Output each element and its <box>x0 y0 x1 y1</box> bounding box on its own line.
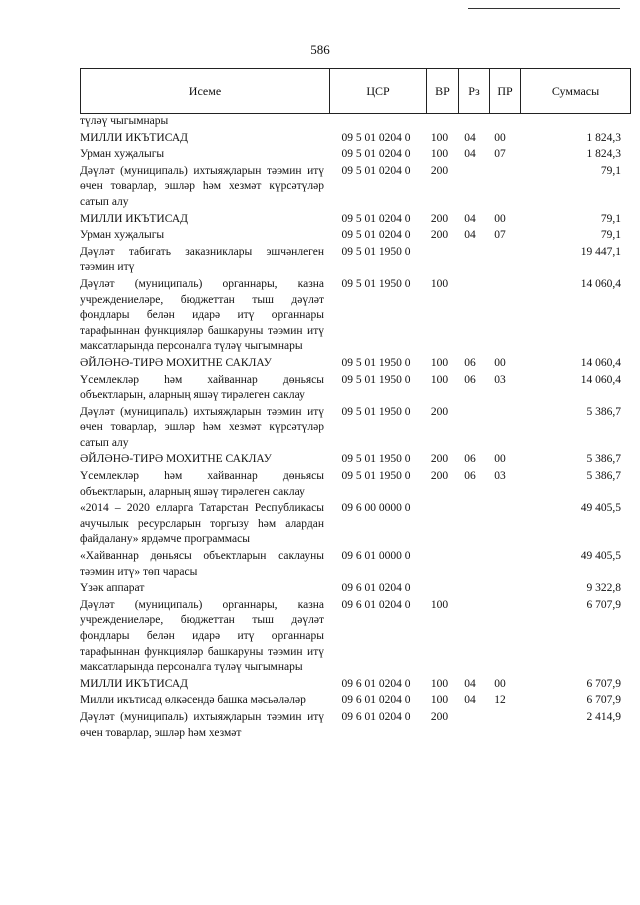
table-row <box>80 228 624 244</box>
row-csr: 09 5 01 0204 0 <box>341 164 411 177</box>
table-row <box>80 131 624 147</box>
row-csr: 09 5 01 1950 0 <box>341 470 411 483</box>
row-vr: 100 <box>430 373 449 386</box>
row-pr: 00 <box>494 453 506 466</box>
row-vr: 100 <box>430 131 449 144</box>
row-rz: 06 <box>464 453 476 466</box>
row-name: ӘЙЛӘНӘ-ТИРӘ МОХИТНЕ САКЛАУ <box>80 356 272 369</box>
row-name: МИЛЛИ ИКЪТИСАД <box>80 131 188 144</box>
row-sum: 6 707,9 <box>586 694 621 707</box>
row-vr: 100 <box>430 356 449 369</box>
row-vr: 200 <box>430 470 449 483</box>
row-name: Дәүләт (муниципаль) ихтыяҗларын тәэмин итү өчен товарлар, эшләр һәм хезмәт күрсәтүләр сатып алу <box>80 164 324 208</box>
row-csr: 09 5 01 0204 0 <box>341 131 411 144</box>
row-name: Дәүләт (муниципаль) ихтыяҗларын тәэмин итү өчен товарлар, эшләр һәм хезмәт <box>80 710 324 739</box>
row-csr: 09 5 01 1950 0 <box>341 453 411 466</box>
row-sum: 14 060,4 <box>580 373 621 386</box>
row-vr: 100 <box>430 277 449 290</box>
row-rz: 06 <box>464 373 476 386</box>
row-name: Дәүләт (муниципаль) ихтыяҗларын тәэмин итү өчен товарлар, эшләр һәм хезмәт күрсәтүләр сатып алу <box>80 405 324 449</box>
header-sum: Суммасы <box>521 69 631 114</box>
table-row <box>80 549 624 580</box>
row-sum: 49 405,5 <box>580 550 621 563</box>
row-pr: 00 <box>494 356 506 369</box>
header-vr: ВР <box>427 69 459 114</box>
row-pr: 00 <box>494 677 506 690</box>
row-rz: 06 <box>464 356 476 369</box>
row-csr: 09 6 01 0204 0 <box>341 582 411 595</box>
row-rz: 04 <box>464 131 476 144</box>
header-rz: Рз <box>459 69 490 114</box>
row-sum: 1 824,3 <box>586 148 621 161</box>
header-pr: ПР <box>490 69 521 114</box>
row-sum: 79,1 <box>600 164 621 177</box>
row-csr: 09 6 00 0000 0 <box>341 502 411 515</box>
row-name: ӘЙЛӘНӘ-ТИРӘ МОХИТНЕ САКЛАУ <box>80 453 272 466</box>
table-row <box>80 356 624 372</box>
table-row <box>80 405 624 452</box>
table-header <box>80 68 631 114</box>
table-row <box>80 677 624 693</box>
row-vr: 200 <box>430 453 449 466</box>
row-csr: 09 5 01 1950 0 <box>341 405 411 418</box>
row-sum: 5 386,7 <box>586 405 621 418</box>
row-pr: 07 <box>494 229 506 242</box>
row-csr: 09 5 01 1950 0 <box>341 245 411 258</box>
row-vr: 200 <box>430 710 449 723</box>
row-name: Үсемлекләр һәм хайваннар дөньясы объектларын, аларның яшәү тирәлеген саклау <box>80 373 324 402</box>
row-name: Үсемлекләр һәм хайваннар дөньясы объектларын, аларның яшәү тирәлеген саклау <box>80 470 324 498</box>
row-vr: 100 <box>430 677 449 690</box>
row-csr: 09 6 01 0204 0 <box>341 710 411 723</box>
row-vr: 200 <box>430 229 449 242</box>
table-row <box>80 277 624 355</box>
table-row <box>80 469 624 500</box>
row-pr: 00 <box>494 212 506 225</box>
table-row <box>80 501 624 548</box>
table-row <box>80 452 624 468</box>
row-csr: 09 6 01 0204 0 <box>341 598 411 611</box>
row-csr: 09 5 01 0204 0 <box>341 148 411 161</box>
row-sum: 49 405,5 <box>580 502 621 515</box>
row-rz: 04 <box>464 677 476 690</box>
row-vr: 100 <box>430 598 449 611</box>
row-name: Урман хуҗалыгы <box>80 148 165 161</box>
row-csr: 09 5 01 0204 0 <box>341 212 411 225</box>
row-sum: 14 060,4 <box>580 356 621 369</box>
row-vr: 100 <box>430 148 449 161</box>
row-name: Дәүләт табигать заказниклары эшчәнлеген тәэмин итү <box>80 245 324 274</box>
row-csr: 09 5 01 1950 0 <box>341 373 411 386</box>
row-pr: 03 <box>494 470 506 483</box>
row-sum: 79,1 <box>600 212 621 225</box>
row-csr: 09 5 01 1950 0 <box>341 277 411 290</box>
row-sum: 1 824,3 <box>586 131 621 144</box>
row-rz: 04 <box>464 694 476 707</box>
row-name: Урман хуҗалыгы <box>80 229 165 242</box>
table-row <box>80 164 624 211</box>
table-row <box>80 147 624 163</box>
row-sum: 79,1 <box>600 229 621 242</box>
row-sum: 2 414,9 <box>586 710 621 723</box>
page-number: 586 <box>310 42 330 57</box>
header-csr: ЦСР <box>330 69 427 114</box>
table-row <box>80 245 624 276</box>
row-sum: 9 322,8 <box>586 582 621 595</box>
row-name: МИЛЛИ ИКЪТИСАД <box>80 677 188 690</box>
table-body <box>80 114 624 741</box>
row-rz: 04 <box>464 212 476 225</box>
row-sum: 5 386,7 <box>586 453 621 466</box>
table-row <box>80 581 624 597</box>
budget-table <box>80 68 624 742</box>
row-csr: 09 6 01 0000 0 <box>341 550 411 563</box>
row-csr: 09 6 01 0204 0 <box>341 694 411 707</box>
row-sum: 6 707,9 <box>586 677 621 690</box>
row-name: «2014 – 2020 елларга Татарстан Республикасы ачучылык ресурсларын торгызу һәм алардан файдалану» ярдәмче программасы <box>80 502 324 546</box>
row-vr: 200 <box>430 212 449 225</box>
row-sum: 6 707,9 <box>586 598 621 611</box>
table-row <box>80 598 624 676</box>
row-csr: 09 5 01 0204 0 <box>341 229 411 242</box>
row-rz: 04 <box>464 148 476 161</box>
row-vr: 100 <box>430 694 449 707</box>
row-rz: 04 <box>464 229 476 242</box>
table-row <box>80 693 624 709</box>
row-rz: 06 <box>464 470 476 483</box>
header-name: Исеме <box>81 69 330 114</box>
row-pr: 00 <box>494 131 506 144</box>
row-name: түләү чыгымнары <box>80 115 169 127</box>
row-sum: 5 386,7 <box>586 470 621 483</box>
top-rule <box>468 8 620 9</box>
row-vr: 200 <box>430 164 449 177</box>
table-row <box>80 710 624 741</box>
row-pr: 12 <box>494 694 506 707</box>
table-row <box>80 114 624 130</box>
row-name: Милли икътисад өлкәсендә башка мәсьәләләр <box>80 694 306 707</box>
row-csr: 09 5 01 1950 0 <box>341 356 411 369</box>
table-row <box>80 373 624 404</box>
row-name: Дәүләт (муниципаль) органнары, казна учреждениеләре, бюджеттан тыш дәүләт фондлары белән идарә итү органнары тарафыннан функцияләр башкаруны тәэмин итү максатларында персоналга түләү чыгымнары <box>80 277 324 353</box>
row-name: Үзәк аппарат <box>80 582 145 595</box>
row-sum: 14 060,4 <box>580 277 621 290</box>
row-name: Дәүләт (муниципаль) органнары, казна учреждениеләре, бюджеттан тыш дәүләт фондлары белән идарә итү органнары тарафыннан функцияләр башкаруны тәэмин итү максатларында персоналга түләү чыгымнары <box>80 598 324 674</box>
row-pr: 07 <box>494 148 506 161</box>
table-row <box>80 212 624 228</box>
row-csr: 09 6 01 0204 0 <box>341 677 411 690</box>
row-pr: 03 <box>494 373 506 386</box>
row-name: МИЛЛИ ИКЪТИСАД <box>80 212 188 225</box>
row-vr: 200 <box>430 405 449 418</box>
row-sum: 19 447,1 <box>580 245 621 258</box>
row-name: «Хайваннар дөньясы объектларын саклауны тәэмин итү» төп чарасы <box>80 550 324 578</box>
